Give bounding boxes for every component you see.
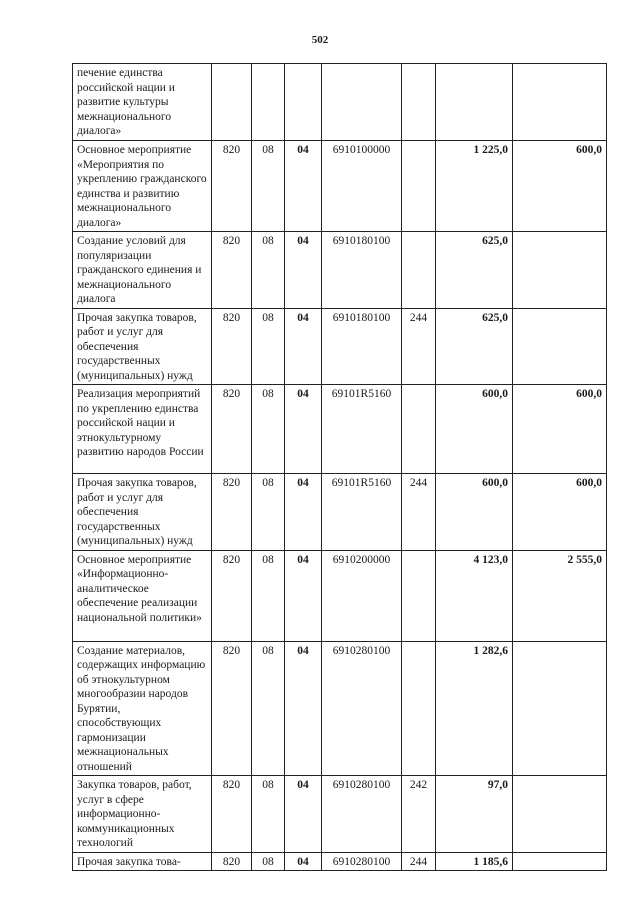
table-cell-target-article: 6910180100 <box>322 232 402 309</box>
table-cell-subsection: 04 <box>285 474 322 551</box>
table-row <box>73 64 607 141</box>
table-cell-name: Закупка товаров, работ, услуг в сфере информационно-коммуникационных технологий <box>73 776 212 853</box>
table-cell-target-article: 6910100000 <box>322 141 402 232</box>
table-cell-subsection: 04 <box>285 852 322 871</box>
table-cell-amount-1: 1 225,0 <box>436 141 513 232</box>
table-cell-target-article: 69101R5160 <box>322 385 402 474</box>
table-cell-section: 08 <box>252 550 285 641</box>
table-cell-expense-type <box>402 232 436 309</box>
table-row <box>73 232 607 309</box>
table-cell-name: Прочая закупка товаров, работ и услуг для обеспечения государственных (муниципальных) нужд <box>73 474 212 551</box>
table-row <box>73 776 607 853</box>
budget-table <box>72 63 607 871</box>
table-cell-target-article: 69101R5160 <box>322 474 402 551</box>
table-cell-amount-2 <box>513 776 607 853</box>
table-cell-grbs <box>212 64 252 141</box>
table-row <box>73 385 607 474</box>
table-cell-section: 08 <box>252 776 285 853</box>
table-row <box>73 141 607 232</box>
table-cell-name: Основное мероприятие «Информационно-аналитическое обеспечение реализации национальной политики» <box>73 550 212 641</box>
table-cell-amount-2: 600,0 <box>513 385 607 474</box>
table-cell-amount-1: 600,0 <box>436 385 513 474</box>
table-cell-amount-2: 600,0 <box>513 141 607 232</box>
table-cell-section: 08 <box>252 308 285 385</box>
table-cell-target-article <box>322 64 402 141</box>
table-cell-grbs: 820 <box>212 385 252 474</box>
table-cell-expense-type <box>402 141 436 232</box>
table-cell-name: Создание условий для популяризации гражданского единения и межнационального диалога <box>73 232 212 309</box>
table-cell-target-article: 6910280100 <box>322 776 402 853</box>
table-cell-amount-1: 97,0 <box>436 776 513 853</box>
table-cell-expense-type <box>402 550 436 641</box>
table-row <box>73 308 607 385</box>
table-cell-expense-type: 244 <box>402 474 436 551</box>
table-cell-subsection: 04 <box>285 308 322 385</box>
table-cell-grbs: 820 <box>212 232 252 309</box>
table-cell-name: Основное мероприятие «Мероприятия по укреплению гражданского единства и развитию межнационального диалога» <box>73 141 212 232</box>
table-row <box>73 641 607 776</box>
table-cell-amount-2: 2 555,0 <box>513 550 607 641</box>
table-cell-subsection: 04 <box>285 550 322 641</box>
table-cell-name: Создание материалов, содержащих информацию об этнокультурном многообразии народов Бурятии, способствующих гармонизации межнациональных отношений <box>73 641 212 776</box>
table-row <box>73 550 607 641</box>
table-cell-grbs: 820 <box>212 776 252 853</box>
table-cell-section: 08 <box>252 385 285 474</box>
table-cell-section: 08 <box>252 141 285 232</box>
table-cell-amount-1: 1 185,6 <box>436 852 513 871</box>
table-cell-grbs: 820 <box>212 550 252 641</box>
table-cell-amount-1: 4 123,0 <box>436 550 513 641</box>
table-cell-expense-type: 244 <box>402 852 436 871</box>
table-cell-grbs: 820 <box>212 852 252 871</box>
table-cell-subsection: 04 <box>285 385 322 474</box>
table-row <box>73 474 607 551</box>
table-cell-subsection: 04 <box>285 232 322 309</box>
table-cell-amount-1 <box>436 64 513 141</box>
table-cell-grbs: 820 <box>212 641 252 776</box>
table-cell-grbs: 820 <box>212 141 252 232</box>
page-number: 502 <box>311 34 329 46</box>
table-cell-expense-type <box>402 64 436 141</box>
table-cell-section <box>252 64 285 141</box>
table-cell-amount-1: 625,0 <box>436 232 513 309</box>
table-cell-name: Прочая закупка това- <box>73 852 212 871</box>
table-cell-expense-type <box>402 641 436 776</box>
table-cell-expense-type: 244 <box>402 308 436 385</box>
table-cell-name: Прочая закупка товаров, работ и услуг для обеспечения государственных (муниципальных) нужд <box>73 308 212 385</box>
table-cell-amount-1: 1 282,6 <box>436 641 513 776</box>
table-cell-amount-2: 600,0 <box>513 474 607 551</box>
table-cell-amount-2 <box>513 232 607 309</box>
table-cell-grbs: 820 <box>212 474 252 551</box>
table-cell-section: 08 <box>252 232 285 309</box>
table-cell-amount-2 <box>513 641 607 776</box>
table-cell-subsection: 04 <box>285 141 322 232</box>
table-cell-expense-type: 242 <box>402 776 436 853</box>
table-cell-name: печение единства российской нации и развитие культуры межнационального диалога» <box>73 64 212 141</box>
table-cell-name: Реализация мероприятий по укреплению единства российской нации и этнокультурному развитию народов России <box>73 385 212 474</box>
table-cell-amount-2 <box>513 64 607 141</box>
table-cell-grbs: 820 <box>212 308 252 385</box>
table-cell-section: 08 <box>252 474 285 551</box>
table-row <box>73 852 607 871</box>
table-cell-subsection: 04 <box>285 641 322 776</box>
table-cell-amount-1: 625,0 <box>436 308 513 385</box>
table-cell-target-article: 6910200000 <box>322 550 402 641</box>
table-cell-section: 08 <box>252 641 285 776</box>
table-cell-amount-2 <box>513 852 607 871</box>
table-cell-subsection: 04 <box>285 776 322 853</box>
table-cell-target-article: 6910280100 <box>322 852 402 871</box>
table-cell-target-article: 6910180100 <box>322 308 402 385</box>
table-cell-target-article: 6910280100 <box>322 641 402 776</box>
table-cell-amount-2 <box>513 308 607 385</box>
table-cell-expense-type <box>402 385 436 474</box>
table-cell-subsection <box>285 64 322 141</box>
table-cell-amount-1: 600,0 <box>436 474 513 551</box>
table-cell-section: 08 <box>252 852 285 871</box>
